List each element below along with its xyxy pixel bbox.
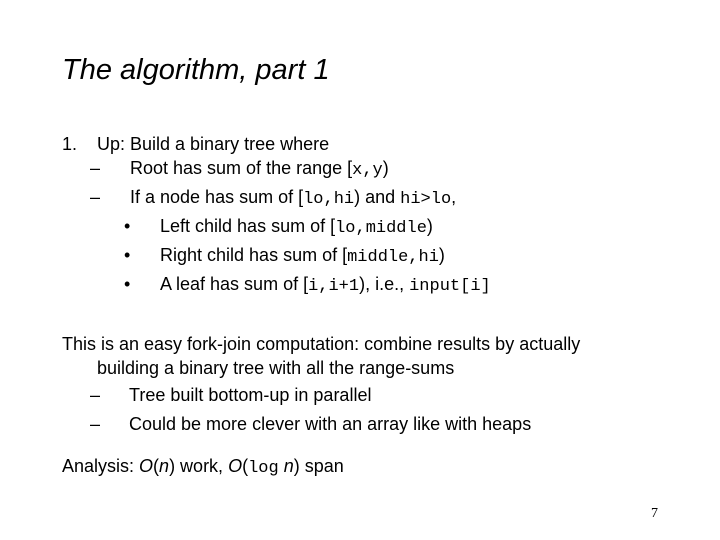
list-item-leaf: A leaf has sum of [i,i+1), i.e., input[i] xyxy=(160,274,491,296)
dash-marker: – xyxy=(90,187,101,207)
slide-title: The algorithm, part 1 xyxy=(62,54,330,86)
dash-marker: – xyxy=(90,158,101,178)
paragraph-line-1: This is an easy fork-join computation: combine results by actually xyxy=(62,334,581,354)
list-number: 1. xyxy=(62,134,78,154)
list-item-up: Up: Build a binary tree where xyxy=(97,134,330,154)
paragraph-line-2: building a binary tree with all the range-sums xyxy=(97,358,455,378)
paragraph-subitem-2: Could be more clever with an array like with heaps xyxy=(129,414,532,434)
list-item-node: If a node has sum of [lo,hi) and hi>lo, xyxy=(130,187,457,209)
bullet-marker: • xyxy=(124,216,131,236)
list-item-left-child: Left child has sum of [lo,middle) xyxy=(160,216,433,238)
analysis-line: Analysis: O(n) work, O(log n) span xyxy=(62,456,344,478)
list-item-root: Root has sum of the range [x,y) xyxy=(130,158,389,180)
dash-marker: – xyxy=(90,385,101,405)
bullet-marker: • xyxy=(124,274,131,294)
bullet-marker: • xyxy=(124,245,131,265)
dash-marker: – xyxy=(90,414,101,434)
list-item-right-child: Right child has sum of [middle,hi) xyxy=(160,245,445,267)
paragraph-subitem-1: Tree built bottom-up in parallel xyxy=(129,385,372,405)
page-number: 7 xyxy=(651,506,658,521)
